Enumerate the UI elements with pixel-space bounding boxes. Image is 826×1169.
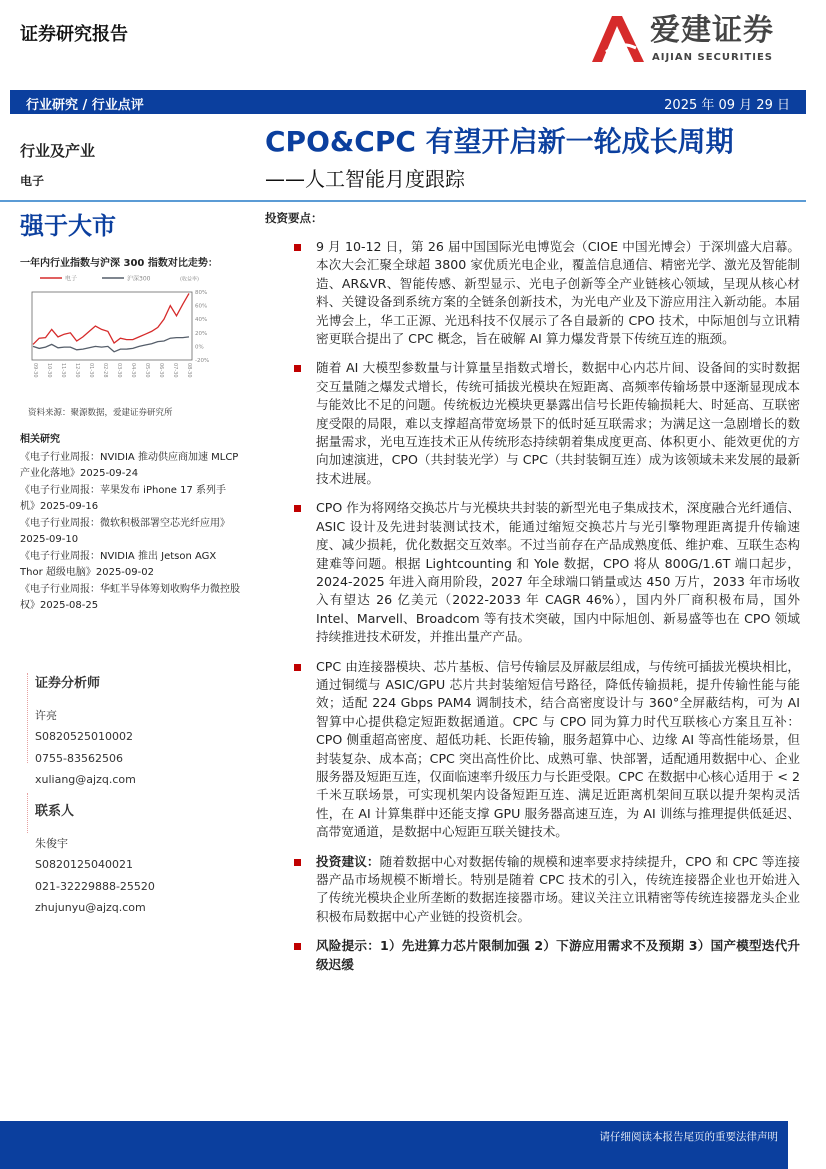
investment-advice-text: 随着数据中心对数据传输的规模和速率要求持续提升，CPO 和 CPC 等连接器产品市场规模不断增长。特别是随着 CPC 技术的引入，传统连接器企业也开始进入了传统光模块企业所垄断的数据连接器市场。建议关注立讯精密等传统连接器龙头企业积极布局数据中心产业链的投资机会。 <box>316 853 800 924</box>
legend-label: 沪深300 <box>127 275 151 283</box>
related-item[interactable]: 《电子行业周报：华虹半导体筹划收购华力微控股权》2025-08-25 <box>20 583 240 611</box>
key-points-label: 投资要点： <box>265 211 323 225</box>
y-tick-label: -20% <box>195 358 210 364</box>
report-category-band <box>10 90 806 114</box>
contact-title: 联系人 <box>35 803 75 819</box>
y-tick-label: 0% <box>195 344 204 351</box>
section-divider <box>0 200 806 202</box>
related-item[interactable]: 《电子行业周报：NVIDIA 推出 Jetson AGX Thor 超级电脑》2025-09-02 <box>20 550 217 578</box>
unit-label: (收益率) <box>180 276 199 283</box>
report-subtitle: ——人工智能月度跟踪 <box>265 167 465 191</box>
related-item[interactable]: 《电子行业周报：苹果发布 iPhone 17 系列手机》2025-09-16 <box>20 484 227 512</box>
x-tick-label: 01-30 <box>88 363 94 378</box>
risk-label: 风险提示： <box>316 938 381 954</box>
logo-text-en: AIJIAN SECURITIES <box>652 52 773 63</box>
decorative-line <box>27 673 28 763</box>
sector-name: 电子 <box>20 174 45 188</box>
investment-advice <box>290 853 800 927</box>
company-logo <box>590 14 800 64</box>
related-research <box>20 432 240 615</box>
analyst-phone: 0755-83562506 <box>35 751 123 765</box>
x-tick-label: 04-30 <box>130 363 136 378</box>
key-point <box>290 238 800 348</box>
contact-email[interactable]: zhujunyu@ajzq.com <box>35 901 146 914</box>
contact-cert: S0820125040021 <box>35 858 133 871</box>
logo-text-cn: 爱建证券 <box>650 13 774 48</box>
report-category: 行业研究 / 行业点评 <box>26 98 144 113</box>
decorative-line <box>27 793 28 833</box>
bullet-icon <box>294 365 301 372</box>
x-tick-label: 09-30 <box>32 363 38 378</box>
left-column-info <box>20 432 240 919</box>
legal-notice[interactable]: 请仔细阅读本报告尾页的重要法律声明 <box>599 1131 778 1143</box>
key-point-text: CPC 由连接器模块、芯片基板、信号传输层及屏蔽层组成，与传统可插拔光模块相比，通过铜缆与 ASIC/GPU 芯片共封装缩短信号路径，降低传输损耗，提升传输性能与能效；适配 224 Gbps PAM4 调制技术，结合高密度设计与 360°全屏蔽结构，可为 AI 智算中心提供稳定短距数据通道。CPC 与 CPO 同为算力时代互联核心方案且互补：CPO 侧重超高密度、超低功耗、长距传输，服务超算中心、边缘 AI 等高性能场景，但封装复杂、成本高；CPC 突出高性价比、成熟可靠、快部署，适配通用数据中心、企业服务器及短距互连，仅面临速率升级压力与长距受限。CPC 在数据中心核心适用于 < 2 千米互联场景，可实现机架内设备短距互连、满足近距离机架间互联以提升架构灵活性，在 AI 计算集群中还能支撑 GPU 服务器高速互连，为 AI 训练与推理提供低延迟、高带宽通道，是数据中心短距互联关键技术。 <box>316 658 800 840</box>
rating: 强于大市 <box>20 212 116 240</box>
analyst-info <box>20 673 240 919</box>
analyst-name: 许亮 <box>35 708 57 722</box>
risk-warning <box>290 937 800 974</box>
risk-text: 1）先进算力芯片限制加强 2）下游应用需求不及预期 3）国产模型迭代升级迟缓 <box>316 938 800 972</box>
key-point-text: CPO 作为将网络交换芯片与光模块共封装的新型光电子集成技术，深度融合光纤通信、ASIC 设计及先进封装测试技术，能通过缩短交换芯片与光引擎物理距离提升传输速度、减少损耗，优化数据交互效率。不过当前存在产品成熟度低、维护难、互联生态构建难等问题。根据 Lightcounting 和 Yole 数据，CPO 将从 800G/1.6T 端口起步，2024-2025 年进入商用阶段，2027 年全球端口销量或达 450 万片，2033 年市场收入有望达 26 亿美元（2022-2033 年 CAGR 46%），国内外厂商积极布局，国外 Intel、Marvell、Broadcom 等有技术突破，国内中际旭创、新易盛等也在 CPO 领域持续推进技术研发，并推出量产产品。 <box>316 500 800 645</box>
index-comparison-chart <box>20 270 220 400</box>
bullet-icon <box>294 859 301 866</box>
industry-label: 行业及产业 <box>20 142 96 160</box>
y-tick-label: 40% <box>195 317 208 324</box>
key-point-text: 9 月 10-12 日，第 26 届中国国际光电博览会（CIOE 中国光博会）于深圳盛大启幕。本次大会汇聚全球超 3800 家优质光电企业，覆盖信息通信、精密光学、激光及智能制造、AR&VR、智能传感、新型显示、光电子创新等全产业链核心领域，呈现从核心材料、关键设备到系统方案的全链条创新技术，为光电产业及下游应用注入新动能。本届光博会上，华工正源、光迅科技不仅展示了各自最新的 CPO 技术，中际旭创与立讯精密更联合提出了 CPC 概念，旨在破解 AI 算力爆发背景下传统互连的瓶颈。 <box>316 239 800 347</box>
analyst-cert: S0820525010002 <box>35 730 133 743</box>
legend-label: 电子 <box>65 275 78 283</box>
bullet-icon <box>294 943 301 950</box>
contact-name: 朱俊宇 <box>35 836 68 850</box>
y-tick-label: 60% <box>195 303 208 310</box>
chart-title: 一年内行业指数与沪深 300 指数对比走势： <box>20 258 218 269</box>
key-points <box>290 238 800 985</box>
key-point-text: 随着 AI 大模型参数量与计算量呈指数式增长，数据中心内芯片间、设备间的实时数据交互量随之爆发式增长，传统可插拔光模块在短距离、高频率传输场景中逐渐显现成本与能效比不足的问题。传统板边光模块更暴露出信号长距传输损耗大、时延高、互联密度受限的局限，难以支撑超高带宽场景下的低时延互联需求；为满足这一急剧增长的数据量需求，光电互连技术正从传统形态持续朝着集成度更高、体积更小、能效更优的方向加速演进，CPO（共封装光学）与 CPC（共封装铜互连）成为该领域未来发展的最新技术进展。 <box>316 360 800 486</box>
bullet-icon <box>294 244 301 251</box>
x-tick-label: 07-30 <box>172 363 178 378</box>
series-line-沪深300 <box>33 337 189 352</box>
contact-phone: 021-32229888-25520 <box>35 879 155 893</box>
report-title: CPO&CPC 有望开启新一轮成长周期 <box>265 125 734 158</box>
bullet-icon <box>294 664 301 671</box>
report-date: 2025 年 09 月 29 日 <box>664 98 790 113</box>
document-type: 证券研究报告 <box>20 24 128 45</box>
x-tick-label: 06-30 <box>158 363 164 378</box>
investment-advice-label: 投资建议： <box>316 853 380 869</box>
footer-band <box>0 1121 788 1169</box>
related-item[interactable]: 《电子行业周报：微软积极部署空芯光纤应用》2025-09-10 <box>20 517 230 545</box>
related-item[interactable]: 《电子行业周报：NVIDIA 推动供应商加速 MLCP 产业化落地》2025-09-24 <box>20 451 239 479</box>
key-point <box>290 658 800 842</box>
analyst-email[interactable]: xuliang@ajzq.com <box>35 773 136 786</box>
x-tick-label: 08-30 <box>186 363 192 378</box>
x-tick-label: 12-30 <box>74 363 80 378</box>
x-tick-label: 10-30 <box>46 363 52 378</box>
key-point <box>290 499 800 646</box>
x-tick-label: 05-30 <box>144 363 150 378</box>
bullet-icon <box>294 505 301 512</box>
x-tick-label: 11-30 <box>60 363 66 378</box>
logo-a-icon <box>590 14 646 64</box>
analyst-title: 证券分析师 <box>35 675 101 691</box>
series-line-电子 <box>33 293 189 344</box>
x-tick-label: 03-30 <box>116 363 122 378</box>
x-tick-label: 02-28 <box>102 363 108 378</box>
y-tick-label: 20% <box>195 330 208 337</box>
y-tick-label: 80% <box>195 290 208 296</box>
key-point <box>290 359 800 488</box>
chart-source: 资料来源：聚源数据，爱建证券研究所 <box>28 408 173 418</box>
related-research-title: 相关研究 <box>20 434 60 445</box>
